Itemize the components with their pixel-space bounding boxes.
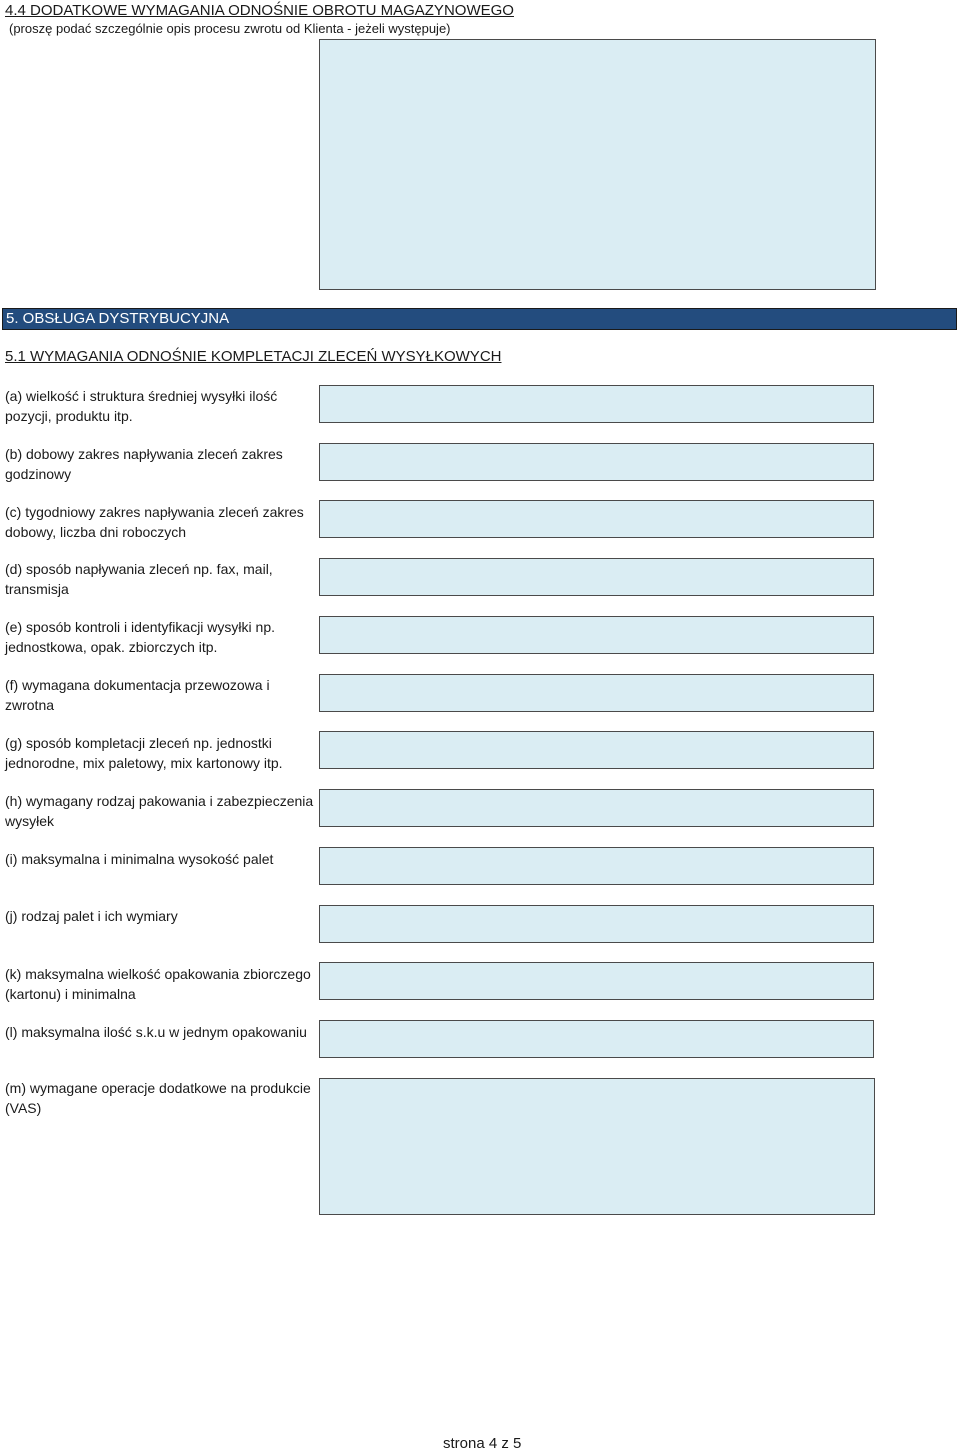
row-label-m: (m) wymagane operacje dodatkowe na produkcie (VAS) xyxy=(5,1080,311,1116)
section-4-4-subtitle: (proszę podać szczególnie opis procesu zwrotu od Klienta - jeżeli występuje) xyxy=(9,21,451,36)
field-d[interactable] xyxy=(319,558,874,596)
field-j[interactable] xyxy=(319,905,874,943)
row-label-i: (i) maksymalna i minimalna wysokość palet xyxy=(5,851,274,867)
field-l[interactable] xyxy=(319,1020,874,1058)
field-i[interactable] xyxy=(319,847,874,885)
section-4-4-title: 4.4 DODATKOWE WYMAGANIA ODNOŚNIE OBROTU MAGAZYNOWEGO xyxy=(5,2,514,19)
section-5-1-title: 5.1 WYMAGANIA ODNOŚNIE KOMPLETACJI ZLECEŃ WYSYŁKOWYCH xyxy=(5,348,502,365)
returns-description-field[interactable] xyxy=(319,39,876,290)
row-label-l: (l) maksymalna ilość s.k.u w jednym opakowaniu xyxy=(5,1024,307,1040)
section-5-header: 5. OBSŁUGA DYSTRYBUCYJNA xyxy=(2,308,957,330)
field-h[interactable] xyxy=(319,789,874,827)
field-k[interactable] xyxy=(319,962,874,1000)
row-label-d: (d) sposób napływania zleceń np. fax, mail, transmisja xyxy=(5,561,273,597)
row-label-e: (e) sposób kontroli i identyfikacji wysyłki np. jednostkowa, opak. zbiorczych itp. xyxy=(5,619,275,655)
row-label-c: (c) tygodniowy zakres napływania zleceń zakres dobowy, liczba dni roboczych xyxy=(5,504,304,540)
field-m-vas[interactable] xyxy=(319,1078,875,1215)
page-number: strona 4 z 5 xyxy=(443,1435,522,1452)
field-c[interactable] xyxy=(319,500,874,538)
row-label-g: (g) sposób kompletacji zleceń np. jednostki jednorodne, mix paletowy, mix kartonowy itp. xyxy=(5,735,283,771)
row-label-f: (f) wymagana dokumentacja przewozowa i zwrotna xyxy=(5,677,270,713)
field-f[interactable] xyxy=(319,674,874,712)
row-label-k: (k) maksymalna wielkość opakowania zbiorczego (kartonu) i minimalna xyxy=(5,966,311,1002)
field-b[interactable] xyxy=(319,443,874,481)
field-g[interactable] xyxy=(319,731,874,769)
row-label-b: (b) dobowy zakres napływania zleceń zakres godzinowy xyxy=(5,446,283,482)
field-e[interactable] xyxy=(319,616,874,654)
row-label-h: (h) wymagany rodzaj pakowania i zabezpieczenia wysyłek xyxy=(5,793,314,829)
row-label-a: (a) wielkość i struktura średniej wysyłki ilość pozycji, produktu itp. xyxy=(5,388,278,424)
row-label-j: (j) rodzaj palet i ich wymiary xyxy=(5,908,178,924)
field-a[interactable] xyxy=(319,385,874,423)
